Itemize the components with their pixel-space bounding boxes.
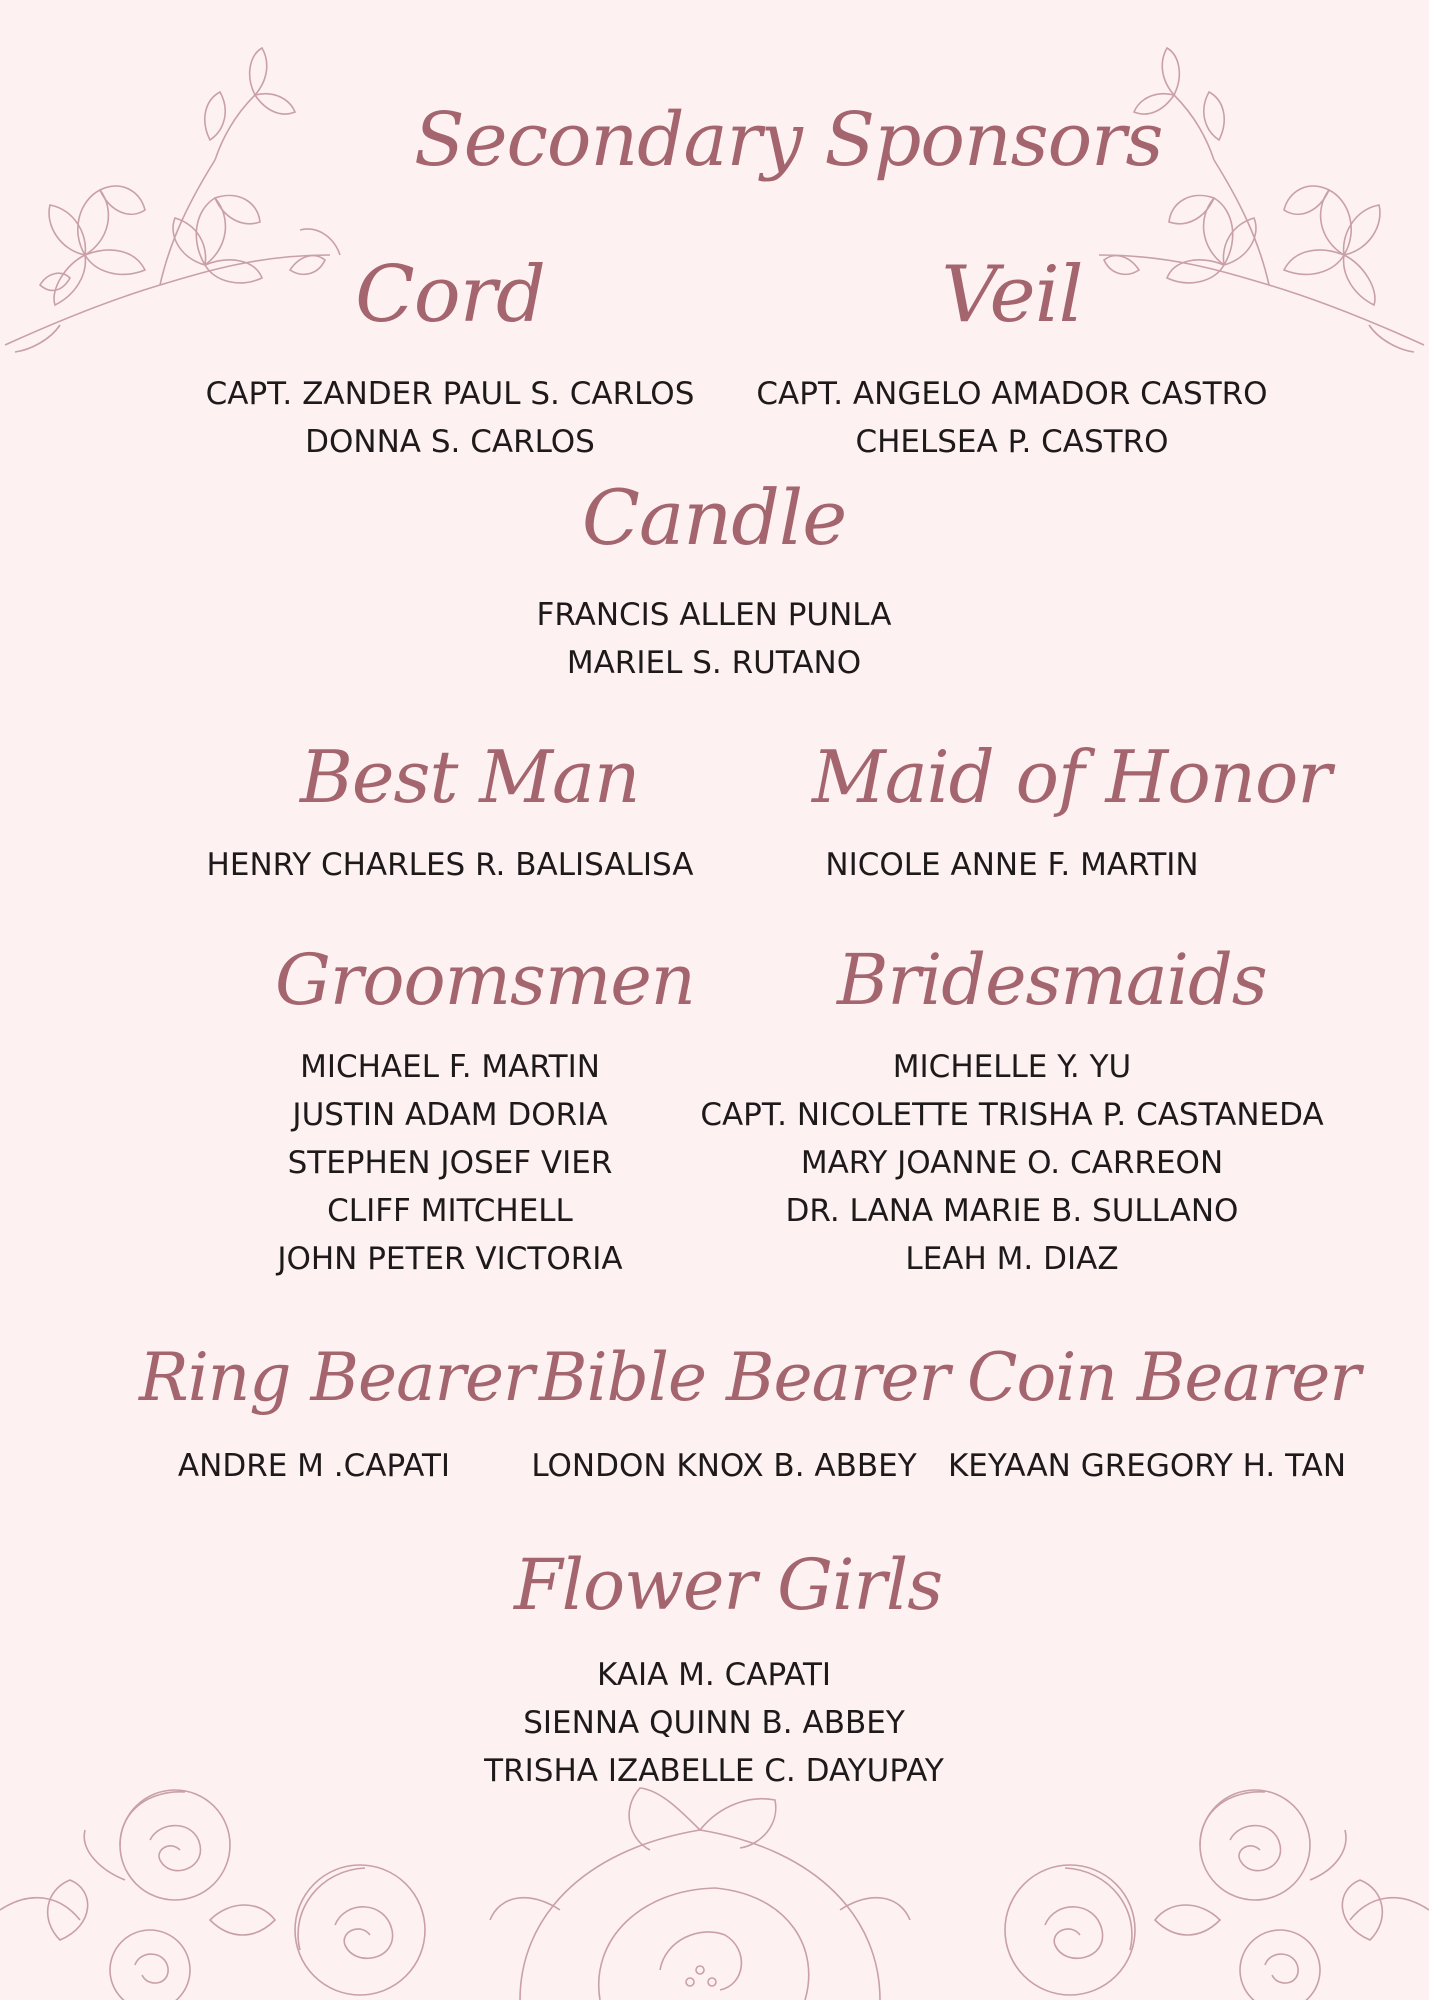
groomsman-name: JUSTIN ADAM DORIA — [292, 1097, 608, 1133]
best-man-name: HENRY CHARLES R. BALISALISA — [206, 847, 694, 883]
page-title: Secondary Sponsors — [414, 97, 1163, 183]
veil-heading: Veil — [941, 250, 1083, 340]
cord-heading: Cord — [355, 250, 545, 340]
magnolia-top-left-icon — [0, 40, 350, 360]
rose-border-bottom-icon — [0, 1770, 1429, 2000]
groomsman-name: MICHAEL F. MARTIN — [300, 1049, 600, 1085]
maid-of-honor-names — [712, 841, 1312, 889]
bridesmaid-name: MICHELLE Y. YU — [892, 1049, 1132, 1085]
bridesmaids-names — [662, 1043, 1362, 1283]
maid-of-honor-heading: Maid of Honor — [812, 735, 1331, 819]
cord-name: DONNA S. CARLOS — [305, 424, 595, 460]
groomsmen-heading: Groomsmen — [275, 939, 695, 1021]
maid-of-honor-name: NICOLE ANNE F. MARTIN — [825, 847, 1199, 883]
bridesmaid-name: MARY JOANNE O. CARREON — [800, 1145, 1224, 1181]
best-man-names — [150, 841, 750, 889]
groomsmen-names — [150, 1043, 750, 1283]
bible-bearer-heading: Bible Bearer — [539, 1339, 950, 1416]
groomsman-name: CLIFF MITCHELL — [327, 1193, 573, 1229]
bridesmaid-name: DR. LANA MARIE B. SULLANO — [785, 1193, 1239, 1229]
candle-names — [414, 591, 1014, 687]
coin-bearer-names — [927, 1442, 1367, 1490]
ring-bearer-names — [139, 1442, 489, 1490]
candle-heading: Candle — [581, 473, 847, 562]
cord-name: CAPT. ZANDER PAUL S. CARLOS — [205, 376, 695, 412]
flower-girl-name: KAIA M. CAPATI — [596, 1657, 832, 1693]
flower-girls-heading: Flower Girls — [514, 1544, 943, 1626]
flower-girls-names — [414, 1651, 1014, 1795]
veil-names — [712, 370, 1312, 466]
ring-bearer-heading: Ring Bearer — [139, 1339, 534, 1416]
coin-bearer-name: KEYAAN GREGORY H. TAN — [947, 1448, 1347, 1484]
cord-names — [150, 370, 750, 466]
candle-name: FRANCIS ALLEN PUNLA — [536, 597, 892, 633]
bridesmaid-name: CAPT. NICOLETTE TRISHA P. CASTANEDA — [700, 1097, 1324, 1133]
groomsman-name: STEPHEN JOSEF VIER — [287, 1145, 613, 1181]
groomsman-name: JOHN PETER VICTORIA — [277, 1241, 623, 1277]
flower-girl-name: TRISHA IZABELLE C. DAYUPAY — [484, 1753, 944, 1789]
ring-bearer-name: ANDRE M .CAPATI — [177, 1448, 451, 1484]
bible-bearer-name: LONDON KNOX B. ABBEY — [531, 1448, 917, 1484]
bible-bearer-names — [514, 1442, 934, 1490]
bridesmaid-name: LEAH M. DIAZ — [905, 1241, 1119, 1277]
candle-name: MARIEL S. RUTANO — [566, 645, 862, 681]
flower-girl-name: SIENNA QUINN B. ABBEY — [523, 1705, 905, 1741]
bridesmaids-heading: Bridesmaids — [837, 939, 1267, 1021]
best-man-heading: Best Man — [300, 735, 640, 819]
veil-name: CHELSEA P. CASTRO — [855, 424, 1169, 460]
coin-bearer-heading: Coin Bearer — [967, 1339, 1360, 1416]
veil-name: CAPT. ANGELO AMADOR CASTRO — [756, 376, 1268, 412]
